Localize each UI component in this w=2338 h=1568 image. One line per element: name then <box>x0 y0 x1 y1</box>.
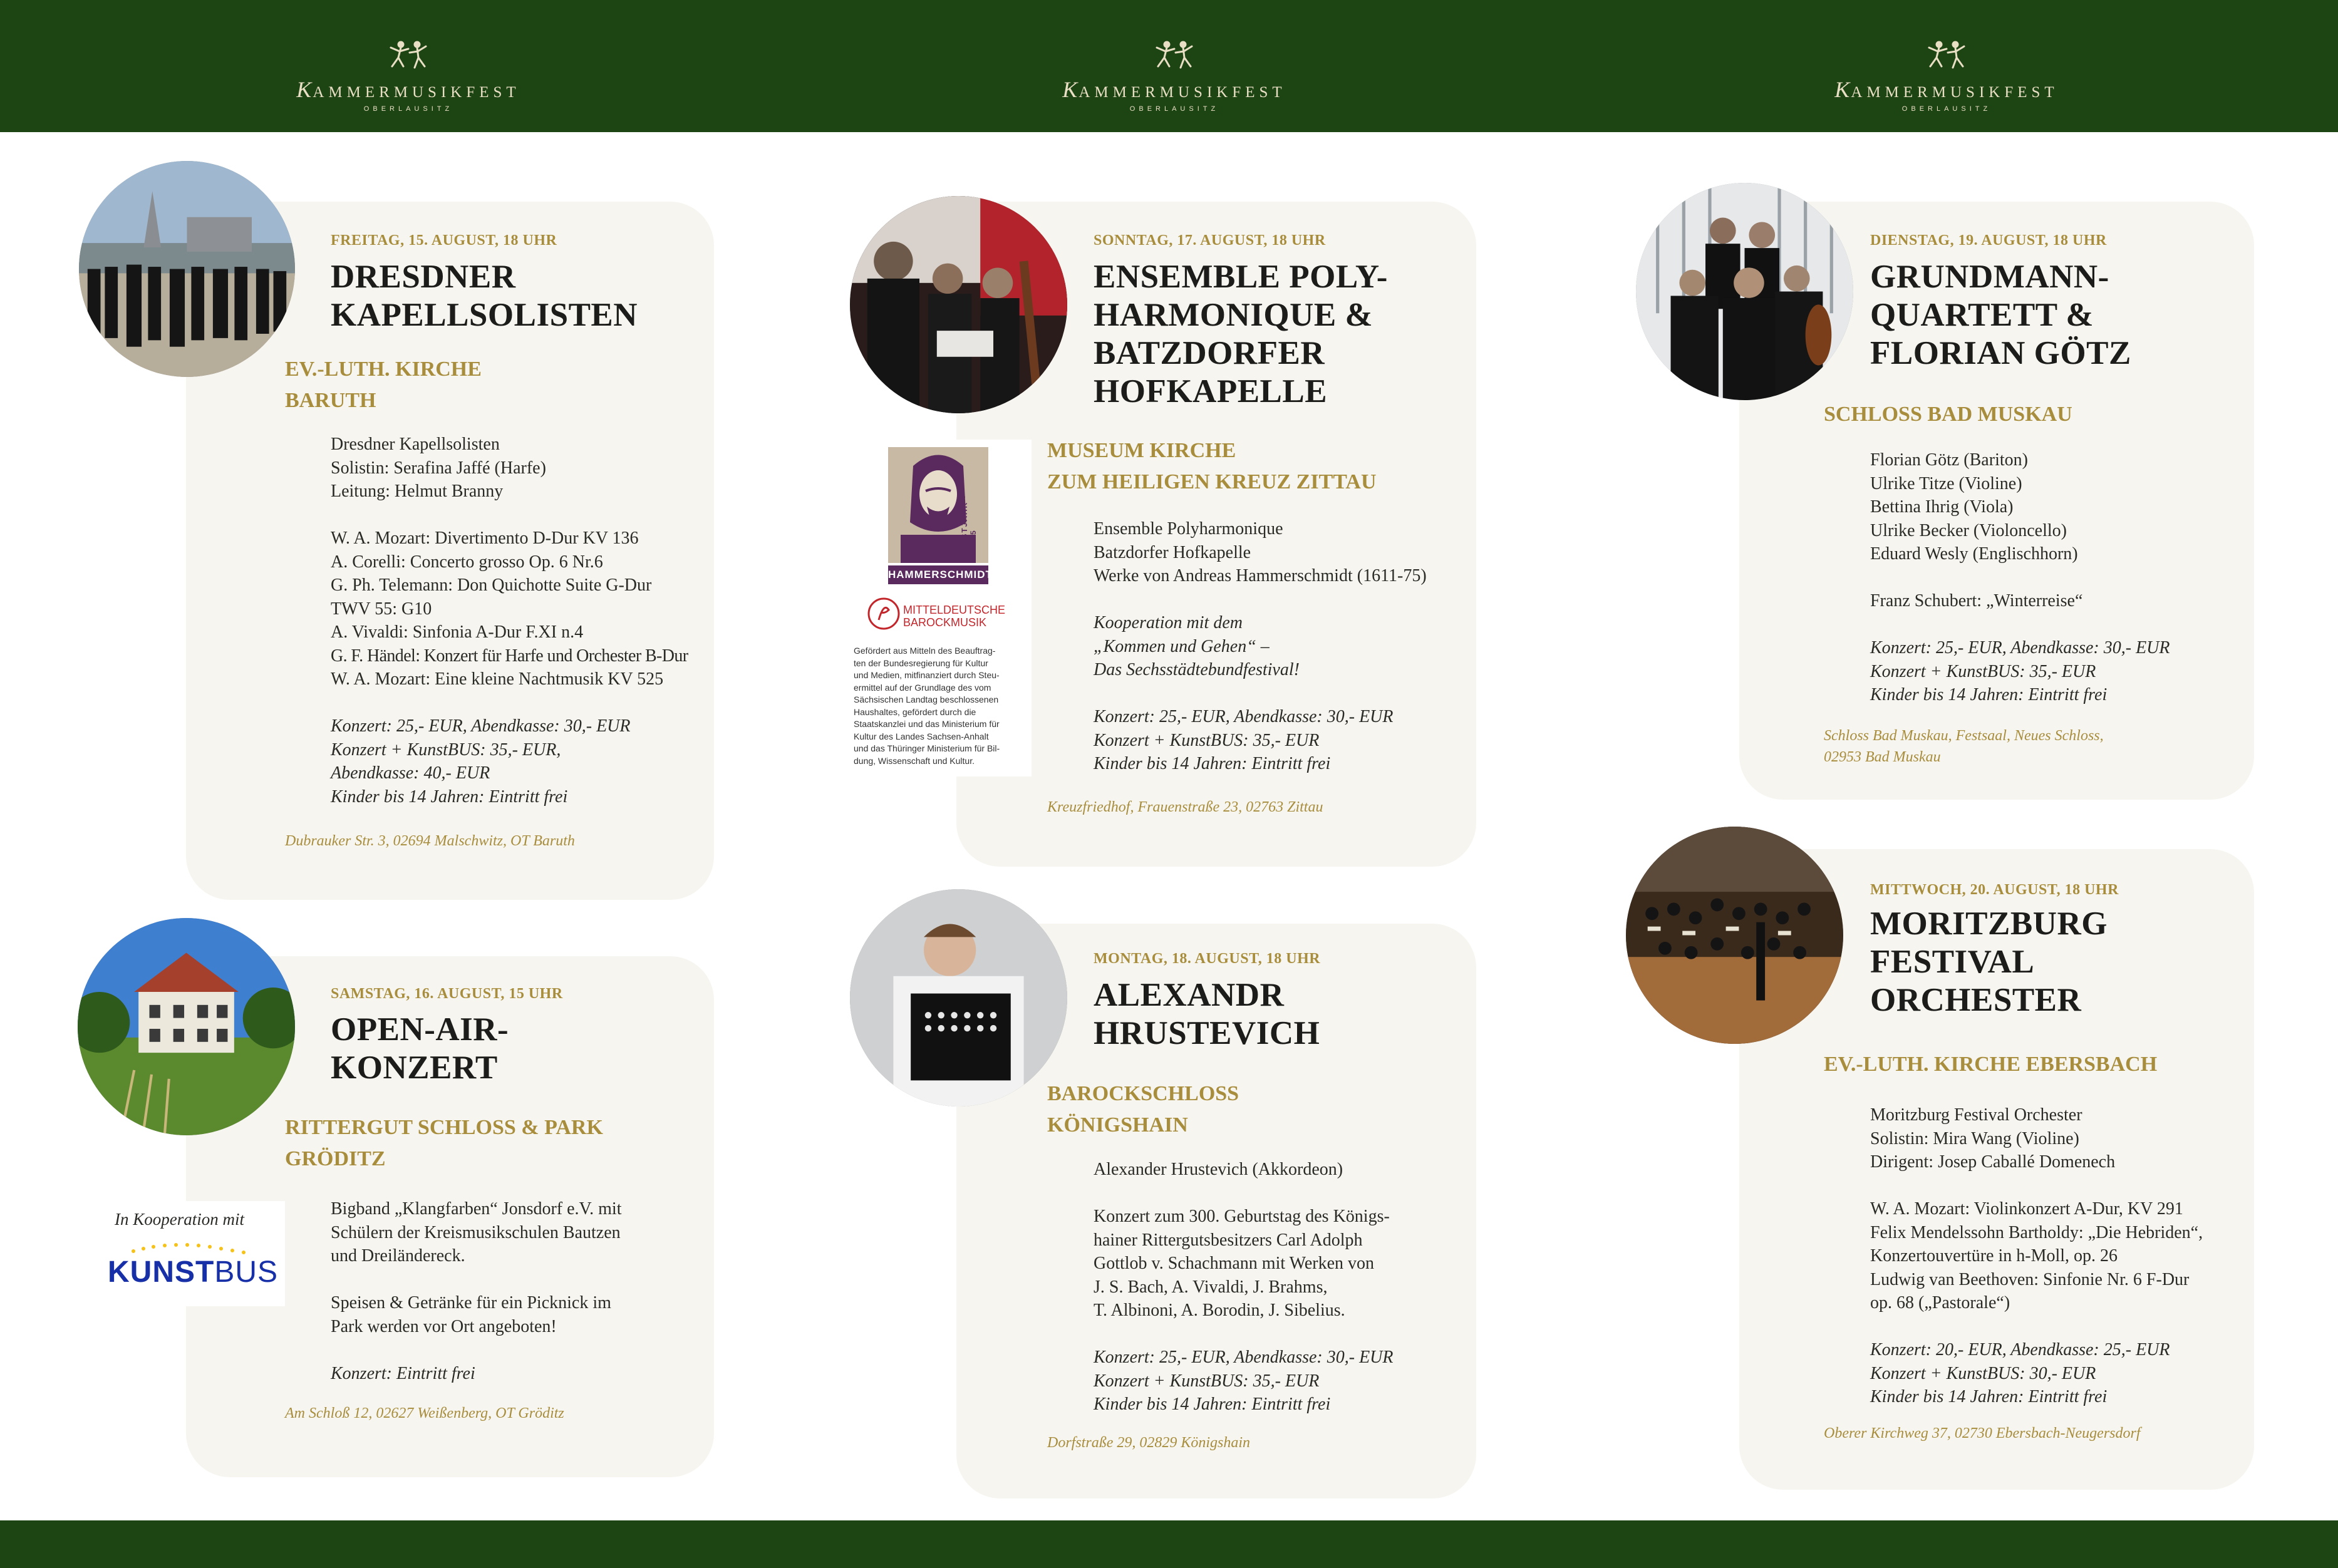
price-line: Konzert: 25,- EUR, Abendkasse: 30,- EUR <box>1094 707 1394 726</box>
festival-logo <box>277 39 540 113</box>
dancing-figures-icon <box>1916 39 1977 74</box>
price-line: Konzert + KunstBUS: 35,- EUR <box>1094 730 1320 750</box>
event-title: ALEXANDR HRUSTEVICH <box>1094 977 1320 1051</box>
cooperation-note: Das Sechsstädtebundfestival! <box>1094 660 1300 679</box>
event-program: Ensemble Polyharmonique Batzdorfer Hofkapelle Werke von Andreas Hammerschmidt (1611-75) Kooperation mit dem „Kommen und Gehen“ – Das Sechsstädtebundfestival! Konzert: 25,- EUR, Abendkasse: 30,- EUR Konzert + KunstBUS: 35,- EUR Kinder bis 14 Jahren: Eintritt frei <box>1094 517 1427 776</box>
logo-subtitle: OBERLAUSITZ <box>1129 105 1219 113</box>
logo-title: KAMMERMUSIKFEST <box>1834 77 2059 102</box>
event-date: SONNTAG, 17. AUGUST, 18 UHR <box>1094 232 1326 249</box>
event-date: DIENSTAG, 19. AUGUST, 18 UHR <box>1870 232 2107 249</box>
footer-bar <box>0 1520 2338 1568</box>
venue-photo <box>78 918 295 1135</box>
price-line: Konzert: Eintritt frei <box>331 1363 475 1383</box>
cooperation-note: „Kommen und Gehen“ – <box>1094 636 1270 656</box>
price-line: Konzert + KunstBUS: 30,- EUR <box>1870 1363 2096 1383</box>
event-venue: EV.-LUTH. KIRCHE BARUTH <box>285 358 482 412</box>
event-title: ENSEMBLE POLY- HARMONIQUE & BATZDORFER HOFKAPELLE <box>1094 259 1388 410</box>
artist-photo <box>850 889 1067 1106</box>
baroque-music-emblem-icon <box>866 596 901 631</box>
logo-subtitle: OBERLAUSITZ <box>363 105 453 113</box>
ensemble-photo <box>79 161 295 377</box>
price-line: Konzert + KunstBUS: 35,- EUR <box>1094 1371 1320 1391</box>
event-title: DRESDNER KAPELLSOLISTEN <box>331 259 638 333</box>
event-venue: BAROCKSCHLOSS KÖNIGSHAIN <box>1047 1082 1239 1137</box>
cooperation-label: In Kooperation mit <box>115 1210 244 1229</box>
event-date: MITTWOCH, 20. AUGUST, 18 UHR <box>1870 882 2119 898</box>
event-title: OPEN-AIR- KONZERT <box>331 1011 509 1086</box>
price-line: Kinder bis 14 Jahren: Eintritt frei <box>1870 1387 2108 1406</box>
cooperation-note: Kooperation mit dem <box>1094 613 1243 632</box>
event-program: Dresdner Kapellsolisten Solistin: Serafina Jaffé (Harfe) Leitung: Helmut Branny W. A. Mozart: Divertimento D-Dur KV 136 A. Corelli: Concerto grosso Op. 6 Nr.6 G. Ph. Telemann: Don Quichotte Suite G-Dur TWV 55: G10 A. Vivaldi: Sinfonia A-Dur F.XI n.4 G. F. Händel: Konzert für Harfe und Orchester B-Dur W. A. Mozart: Eine kleine Nachtmusik KV 525 Konzert: 25,- EUR, Abendkasse: 30,- EUR Konzert + KunstBUS: 35,- EUR, Abendkasse: 40,- EUR Kinder bis 14 Jahren: Eintritt frei <box>331 433 688 808</box>
price-line: Abendkasse: 40,- EUR <box>331 763 490 783</box>
price-line: Konzert: 20,- EUR, Abendkasse: 25,- EUR <box>1870 1340 2170 1359</box>
logo-title: KAMMERMUSIKFEST <box>1062 77 1286 102</box>
festival-logo <box>1043 39 1306 113</box>
kunstbus-dots-icon <box>128 1241 254 1255</box>
event-title: GRUNDMANN- QUARTETT & FLORIAN GÖTZ <box>1870 259 2131 371</box>
event-address: Kreuzfriedhof, Frauenstraße 23, 02763 Zittau <box>1047 799 1323 815</box>
event-program: Florian Götz (Bariton) Ulrike Titze (Violine) Bettina Ihrig (Viola) Ulrike Becker (Violoncello) Eduard Wesly (Englischhorn) Franz Schubert: „Winterreise“ Konzert: 25,- EUR, Abendkasse: 30,- EUR Konzert + KunstBUS: 35,- EUR Kinder bis 14 Jahren: Eintritt frei <box>1870 448 2170 707</box>
event-date: MONTAG, 18. AUGUST, 18 UHR <box>1094 951 1321 967</box>
event-address: Am Schloß 12, 02627 Weißenberg, OT Gröditz <box>285 1405 564 1421</box>
price-line: Kinder bis 14 Jahren: Eintritt frei <box>1094 1395 1331 1414</box>
logo-subtitle: OBERLAUSITZ <box>1901 105 1992 113</box>
event-date: SAMSTAG, 16. AUGUST, 15 UHR <box>331 986 563 1002</box>
event-address: Dubrauker Str. 3, 02694 Malschwitz, OT Baruth <box>285 833 575 849</box>
price-line: Kinder bis 14 Jahren: Eintritt frei <box>331 787 568 807</box>
event-venue: RITTERGUT SCHLOSS & PARK GRÖDITZ <box>285 1116 603 1170</box>
event-venue: MUSEUM KIRCHE ZUM HEILIGEN KREUZ ZITTAU <box>1047 439 1377 493</box>
logo-title: KAMMERMUSIKFEST <box>296 77 520 102</box>
event-venue: EV.-LUTH. KIRCHE EBERSBACH <box>1824 1053 2158 1076</box>
price-line: Kinder bis 14 Jahren: Eintritt frei <box>1094 754 1331 773</box>
ensemble-photo <box>1636 183 1853 400</box>
orchestra-photo <box>1626 827 1843 1044</box>
event-program: Moritzburg Festival Orchester Solistin: Mira Wang (Violine) Dirigent: Josep Caballé Domenech W. A. Mozart: Violinkonzert A-Dur, KV 291 Felix Mendelssohn Bartholdy: „Die Hebriden“, Konzertouvertüre in h-Moll, op. 26 Ludwig van Beethoven: Sinfonie Nr. 6 F-Dur op. 68 („Pastorale“) Konzert: 20,- EUR, Abendkasse: 25,- EUR Konzert + KunstBUS: 30,- EUR Kinder bis 14 Jahren: Eintritt frei <box>1870 1103 2203 1409</box>
price-line: Konzert: 25,- EUR, Abendkasse: 30,- EUR <box>1094 1348 1394 1367</box>
price-line: Konzert: 25,- EUR, Abendkasse: 30,- EUR <box>1870 638 2170 658</box>
kunstbus-logo: KUNSTBUS <box>108 1256 279 1289</box>
price-line: Konzert: 25,- EUR, Abendkasse: 30,- EUR <box>331 716 631 736</box>
event-address: Dorfstraße 29, 02829 Königshain <box>1047 1435 1251 1451</box>
event-program: Bigband „Klangfarben“ Jonsdorf e.V. mit Schülern der Kreismusikschulen Bautzen und Dreiländereck. Speisen & Getränke für ein Picknick im Park werden vor Ort angeboten! Konzert: Eintritt frei <box>331 1197 622 1385</box>
event-date: FREITAG, 15. AUGUST, 18 UHR <box>331 232 557 249</box>
mitteldeutsche-barockmusik-label: MITTELDEUTSCHE BAROCKMUSIK <box>903 604 1006 629</box>
price-line: Konzert + KunstBUS: 35,- EUR, <box>331 740 561 760</box>
dancing-figures-icon <box>1144 39 1204 74</box>
ensemble-photo <box>850 196 1067 413</box>
price-line: Kinder bis 14 Jahren: Eintritt frei <box>1870 685 2108 704</box>
dancing-figures-icon <box>378 39 438 74</box>
event-venue: SCHLOSS BAD MUSKAU <box>1824 403 2072 426</box>
event-address: Schloss Bad Muskau, Festsaal, Neues Schloss, 02953 Bad Muskau <box>1824 728 2104 765</box>
event-title: MORITZBURG FESTIVAL ORCHESTER <box>1870 905 2108 1018</box>
event-program: Alexander Hrustevich (Akkordeon) Konzert zum 300. Geburtstag des Königs- hainer Rittergutsbesitzers Carl Adolph Gottlob v. Schachmann mit Werken von J. S. Bach, A. Vivaldi, J. Brahms, T. Albinoni, A. Borodin, J. Sibelius. Konzert: 25,- EUR, Abendkasse: 30,- EUR Konzert + KunstBUS: 35,- EUR Kinder bis 14 Jahren: Eintritt frei <box>1094 1158 1394 1416</box>
funding-note: Gefördert aus Mitteln des Beauftrag- ten der Bundesregierung für Kultur und Medien, mitfinanziert durch Steu- ermittel auf der Grundlage des vom Sächsischen Landtag beschlossenen Haushaltes, gefördert durch die Staatskanzlei und das Ministerium für Kultur des Landes Sachsen-Anhalt und das Thüringer Ministerium für Bil- dung, Wissenschaft und Kultur. <box>854 646 1000 766</box>
price-line: Konzert + KunstBUS: 35,- EUR <box>1870 661 2096 681</box>
hammerschmidt-label: HAMMERSCHMIDT <box>888 565 988 584</box>
event-address: Oberer Kirchweg 37, 02730 Ebersbach-Neugersdorf <box>1824 1425 2141 1442</box>
festjahr-label: FESTJAHR · 2025 <box>960 494 978 551</box>
festival-logo <box>1815 39 2078 113</box>
